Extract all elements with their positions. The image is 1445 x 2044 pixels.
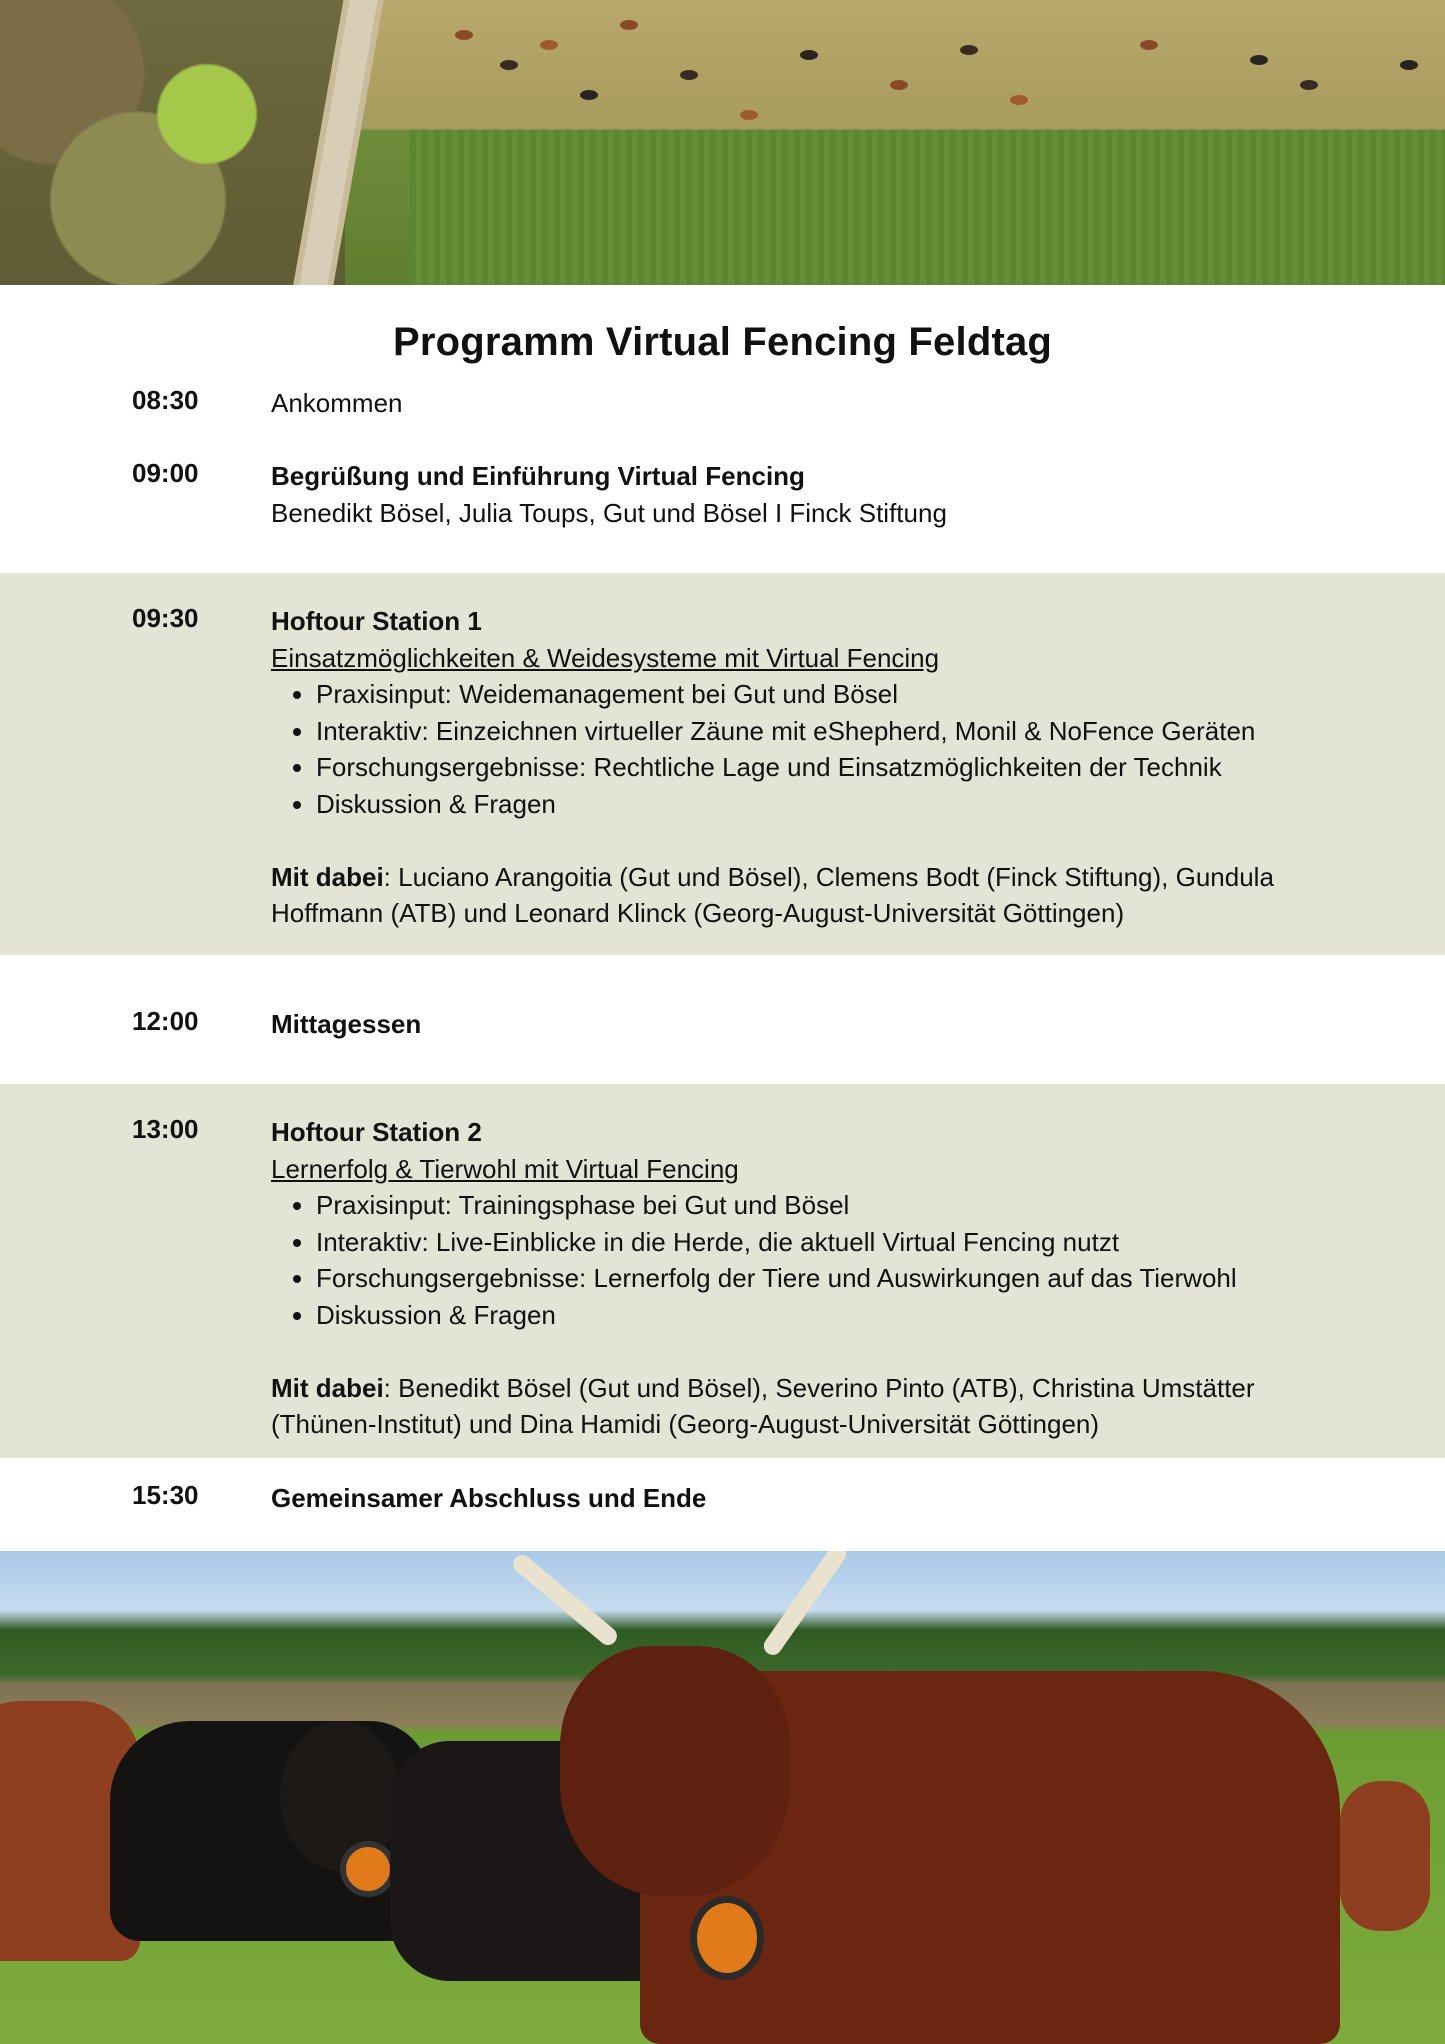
participants-names: : Benedikt Bösel (Gut und Bösel), Severino Pinto (ATB), Christina Umstätter (Thünen-Institut) und Dina Hamidi (Georg-August-Universität Göttingen) (271, 1372, 1255, 1439)
schedule-topic: Lernerfolg & Tierwohl mit Virtual Fencing (271, 1153, 739, 1184)
schedule-time: 09:30 (132, 603, 199, 633)
schedule-title: Hoftour Station 1 (271, 606, 482, 636)
photo-cow (1010, 95, 1028, 105)
schedule-subtitle: Benedikt Bösel, Julia Toups, Gut und Bösel I Finck Stiftung (271, 497, 947, 528)
schedule-title: Mittagessen (271, 1009, 422, 1039)
schedule-topic: Einsatzmöglichkeiten & Weidesysteme mit Virtual Fencing (271, 642, 940, 673)
schedule-content (271, 458, 1311, 531)
participants-label: Mit dabei (271, 861, 384, 892)
photo-cow (1140, 40, 1158, 50)
schedule-content (271, 1006, 1311, 1043)
photo-cow (455, 30, 473, 40)
photo-cow (800, 50, 818, 60)
participants-names: : Luciano Arangoitia (Gut und Bösel), Clemens Bodt (Finck Stiftung), Gundula Hoffmann (ATB) und Leonard Klinck (Georg-August-Universität Göttingen) (271, 861, 1274, 928)
list-item: • Forschungsergebnisse: Lernerfolg der Tiere und Auswirkungen auf das Tierwohl (316, 1260, 1311, 1297)
list-item: • Forschungsergebnisse: Rechtliche Lage und Einsatzmöglichkeiten der Technik (316, 749, 1311, 786)
photo-cow (540, 40, 558, 50)
photo-cow (1400, 60, 1418, 70)
photo-horn-left (509, 1551, 620, 1648)
participants-text (271, 859, 1311, 932)
photo-cow (1250, 55, 1268, 65)
schedule-bullet-list (271, 1187, 1311, 1333)
photo-cow (680, 70, 698, 80)
photo-cow (960, 45, 978, 55)
photo-cow (890, 80, 908, 90)
page-title: Programm Virtual Fencing Feldtag (392, 320, 1053, 364)
list-item: • Diskussion & Fragen (316, 1297, 1311, 1334)
schedule-time: 08:30 (132, 385, 199, 415)
list-item: • Diskussion & Fragen (316, 786, 1311, 823)
photo-grass-field (410, 130, 1445, 285)
photo-cow (1300, 80, 1318, 90)
schedule-title: Hoftour Station 2 (271, 1117, 482, 1147)
photo-cow (500, 60, 518, 70)
schedule-time: 15:30 (132, 1480, 199, 1510)
list-item: • Praxisinput: Weidemanagement bei Gut und Bösel (316, 676, 1311, 713)
schedule-content (271, 1114, 1311, 1443)
photo-trees (0, 0, 345, 285)
schedule-content (271, 603, 1311, 932)
photo-collar-device (690, 1896, 764, 1980)
schedule-title: Begrüßung und Einführung Virtual Fencing (271, 461, 805, 491)
photo-cow (620, 20, 638, 30)
schedule-title: Gemeinsamer Abschluss und Ende (271, 1483, 707, 1513)
station-2-block (0, 1084, 1445, 1458)
photo-brown-cow-right (1340, 1781, 1430, 1931)
participants-text (271, 1370, 1311, 1443)
schedule-content (271, 1480, 1311, 1517)
schedule-time: 09:00 (132, 458, 199, 488)
schedule-time: 13:00 (132, 1114, 199, 1144)
schedule-content (271, 385, 1311, 422)
photo-collar-device (340, 1841, 396, 1897)
photo-cow (580, 90, 598, 100)
footer-photo-cattle (0, 1551, 1445, 2044)
photo-cow (740, 110, 758, 120)
schedule-time: 12:00 (132, 1006, 199, 1036)
station-1-block (0, 573, 1445, 955)
schedule-title: Ankommen (271, 388, 403, 418)
list-item: • Interaktiv: Einzeichnen virtueller Zäune mit eShepherd, Monil & NoFence Geräten (316, 713, 1311, 750)
participants-label: Mit dabei (271, 1372, 384, 1403)
photo-red-cow-head (560, 1646, 790, 1896)
list-item: • Interaktiv: Live-Einblicke in die Herde, die aktuell Virtual Fencing nutzt (316, 1224, 1311, 1261)
photo-horn-right (760, 1551, 849, 1658)
schedule-bullet-list (271, 676, 1311, 822)
header-photo-aerial-pasture (0, 0, 1445, 285)
list-item: • Praxisinput: Trainingsphase bei Gut und Bösel (316, 1187, 1311, 1224)
